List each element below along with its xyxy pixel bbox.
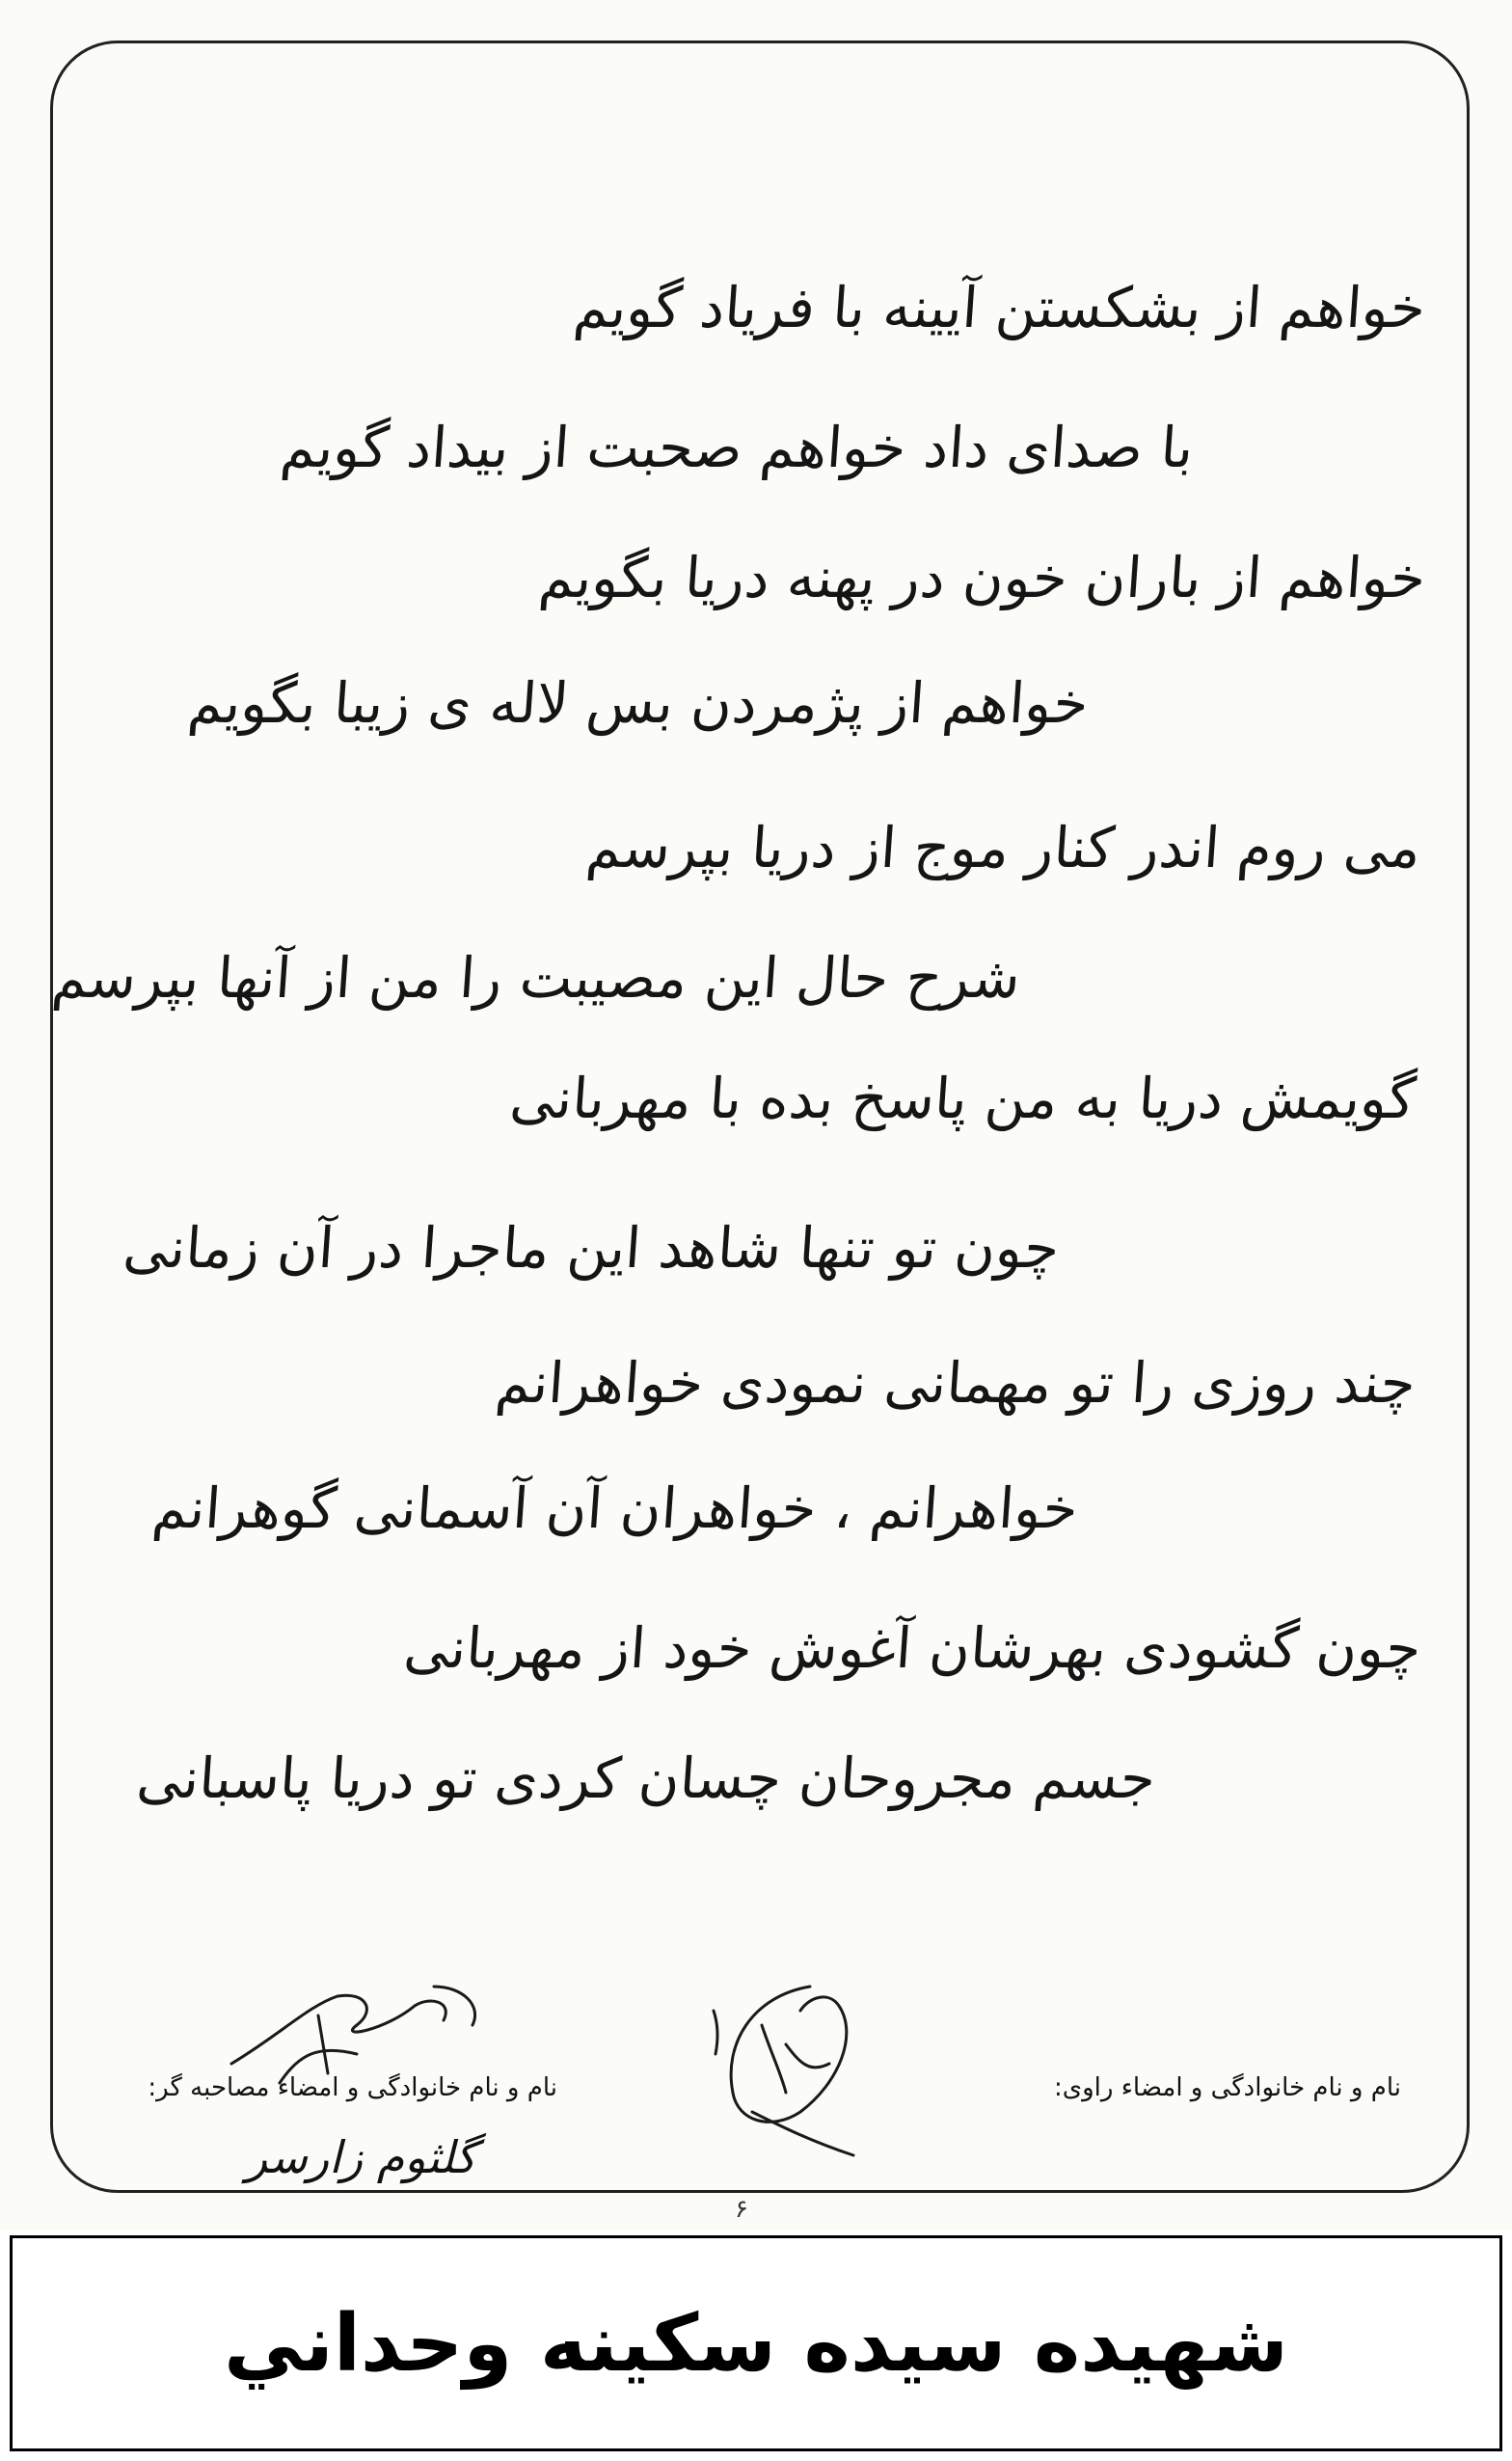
poem-line-10: خواهرانم ، خواهران آن آسمانی گوهرانم <box>149 1475 1081 1541</box>
narrator-label: نام و نام خانوادگی و امضاء راوی: <box>1053 2073 1401 2102</box>
poem-line-4: خواهم از پژمردن بس لاله ی زیبا بگویم <box>185 670 1091 736</box>
poem-line-5: می روم اندر کنار موج از دریا بپرسم <box>583 815 1423 880</box>
caption-box <box>10 2235 1502 2451</box>
poem-line-3: خواهم از باران خون در پهنه دریا بگویم <box>536 545 1428 610</box>
caption-title: شهيده سيده سكينه وحداني <box>224 2297 1288 2390</box>
narrator-signature <box>694 1967 878 2160</box>
poem-line-11: چون گشودی بهرشان آغوش خود از مهربانی <box>401 1615 1423 1681</box>
poem-line-6: شرح حال این مصیبت را من از آنها بپرسم <box>49 945 1023 1011</box>
poem-line-1: خواهم از بشکستن آیینه با فریاد گویم <box>571 275 1428 340</box>
poem-line-8: چون تو تنها شاهد این ماجرا در آن زمانی <box>121 1215 1062 1281</box>
page-number: ۶ <box>735 2195 748 2224</box>
poem-line-12: جسم مجروحان چسان کردی تو دریا پاسبانی <box>134 1745 1158 1811</box>
interviewer-signature-text: گلثوم زارسر <box>246 2131 477 2183</box>
interviewer-label: نام و نام خانوادگی و امضاء مصاحبه گر: <box>148 2073 557 2102</box>
poem-line-2: با صدای داد خواهم صحبت از بیداد گویم <box>279 415 1197 480</box>
poem-line-9: چند روزی را تو مهمانی نمودی خواهرانم <box>493 1350 1418 1416</box>
poem-line-7: گویمش دریا به من پاسخ بده با مهربانی <box>507 1066 1418 1131</box>
